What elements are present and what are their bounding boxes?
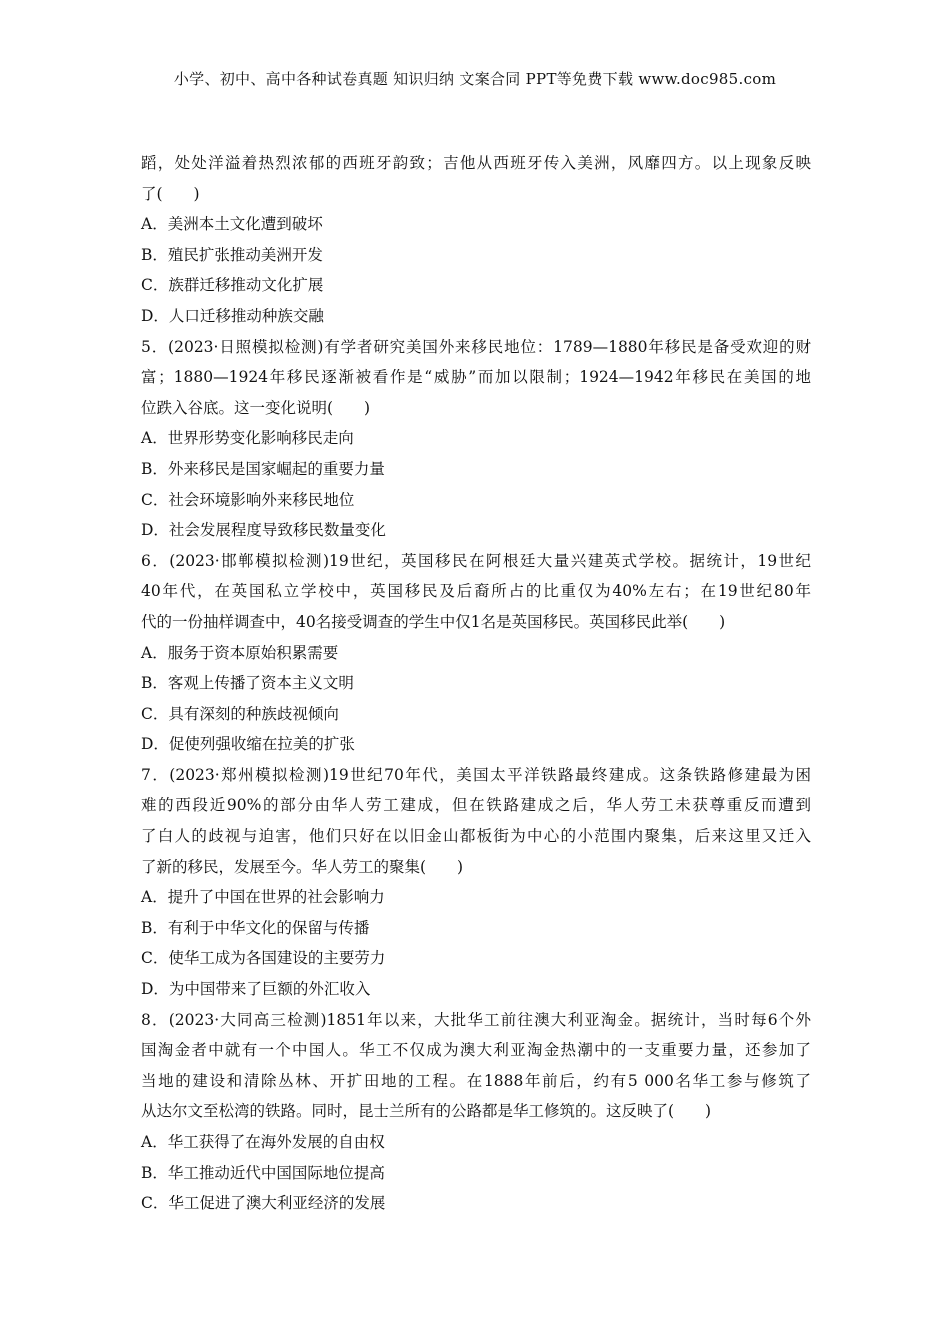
- question-stem-line: 富；1880—1924年移民逐渐被看作是“威胁”而加以限制；1924—1942年移民在美国的地: [141, 368, 811, 387]
- question-stem-line: 难的西段近90%的部分由华人劳工建成，但在铁路建成之后，华人劳工未获尊重反而遭到: [141, 796, 811, 815]
- option-b: B．殖民扩张推动美洲开发: [141, 245, 323, 264]
- option-d: D．人口迁移推动种族交融: [141, 306, 324, 325]
- question-stem-line: 5．(2023·日照模拟检测)有学者研究美国外来移民地位：1789—1880年移民是备受欢迎的财: [141, 337, 811, 356]
- option-c: C．具有深刻的种族歧视倾向: [141, 704, 339, 723]
- question-stem-line: 代的一份抽样调查中，40名接受调查的学生中仅1名是英国移民。英国移民此举( ): [141, 612, 726, 631]
- document-body: [141, 148, 811, 1219]
- page-header: 小学、初中、高中各种试卷真题 知识归纳 文案合同 PPT等免费下载 www.doc985.com: [173, 70, 777, 88]
- option-b: B．客观上传播了资本主义文明: [141, 674, 354, 693]
- question-stem-line: 位跌入谷底。这一变化说明( ): [141, 398, 371, 417]
- option-b: B．华工推动近代中国国际地位提高: [141, 1163, 385, 1182]
- question-stem-line: 当地的建设和清除丛林、开扩田地的工程。在1888年前后，约有5 000名华工参与修筑了: [141, 1071, 811, 1090]
- question-stem-line: 6．(2023·邯郸模拟检测)19世纪，英国移民在阿根廷大量兴建英式学校。据统计，19世纪: [141, 551, 811, 570]
- option-b: B．有利于中华文化的保留与传播: [141, 918, 370, 937]
- option-a: A．世界形势变化影响移民走向: [141, 429, 354, 448]
- question-stem-line: 了( ): [141, 184, 200, 203]
- option-c: C．使华工成为各国建设的主要劳力: [141, 949, 386, 968]
- option-b: B．外来移民是国家崛起的重要力量: [141, 459, 385, 478]
- question-stem-line: 国淘金者中就有一个中国人。华工不仅成为澳大利亚淘金热潮中的一支重要力量，还参加了: [141, 1041, 811, 1060]
- option-c: C．族群迁移推动文化扩展: [141, 276, 324, 295]
- question-6: [141, 546, 811, 760]
- option-d: D．促使列强收缩在拉美的扩张: [141, 735, 355, 754]
- question-7: [141, 760, 811, 1005]
- question-4-tail: [141, 148, 811, 332]
- option-a: A．华工获得了在海外发展的自由权: [141, 1133, 385, 1151]
- option-c: C．社会环境影响外来移民地位: [141, 490, 355, 509]
- option-c: C．华工促进了澳大利亚经济的发展: [141, 1194, 386, 1213]
- question-stem-line: 了白人的歧视与迫害，他们只好在以旧金山都板街为中心的小范围内聚集，后来这里又迁入: [141, 827, 811, 846]
- option-a: A．提升了中国在世界的社会影响力: [141, 888, 385, 907]
- option-d: D．社会发展程度导致移民数量变化: [141, 521, 386, 540]
- question-stem-line: 了新的移民，发展至今。华人劳工的聚集( ): [141, 857, 464, 876]
- question-stem-line: 40年代，在英国私立学校中，英国移民及后裔所占的比重仅为40%左右；在19世纪80年: [141, 582, 811, 601]
- question-5: [141, 332, 811, 546]
- question-stem-line: 8．(2023·大同高三检测)1851年以来，大批华工前往澳大利亚淘金。据统计，当时每6个外: [141, 1010, 811, 1029]
- question-stem-line: 从达尔文至松湾的铁路。同时，昆士兰所有的公路都是华工修筑的。这反映了( ): [141, 1102, 712, 1121]
- option-d: D．为中国带来了巨额的外汇收入: [141, 980, 371, 999]
- option-a: A．美洲本土文化遭到破坏: [141, 215, 323, 234]
- question-stem-line: 7．(2023·郑州模拟检测)19世纪70年代，美国太平洋铁路最终建成。这条铁路修建最为困: [141, 765, 811, 784]
- option-a: A．服务于资本原始积累需要: [141, 643, 339, 662]
- question-stem-line: 蹈，处处洋溢着热烈浓郁的西班牙韵致；吉他从西班牙传入美洲，风靡四方。以上现象反映: [141, 154, 811, 172]
- question-8: [141, 1005, 811, 1219]
